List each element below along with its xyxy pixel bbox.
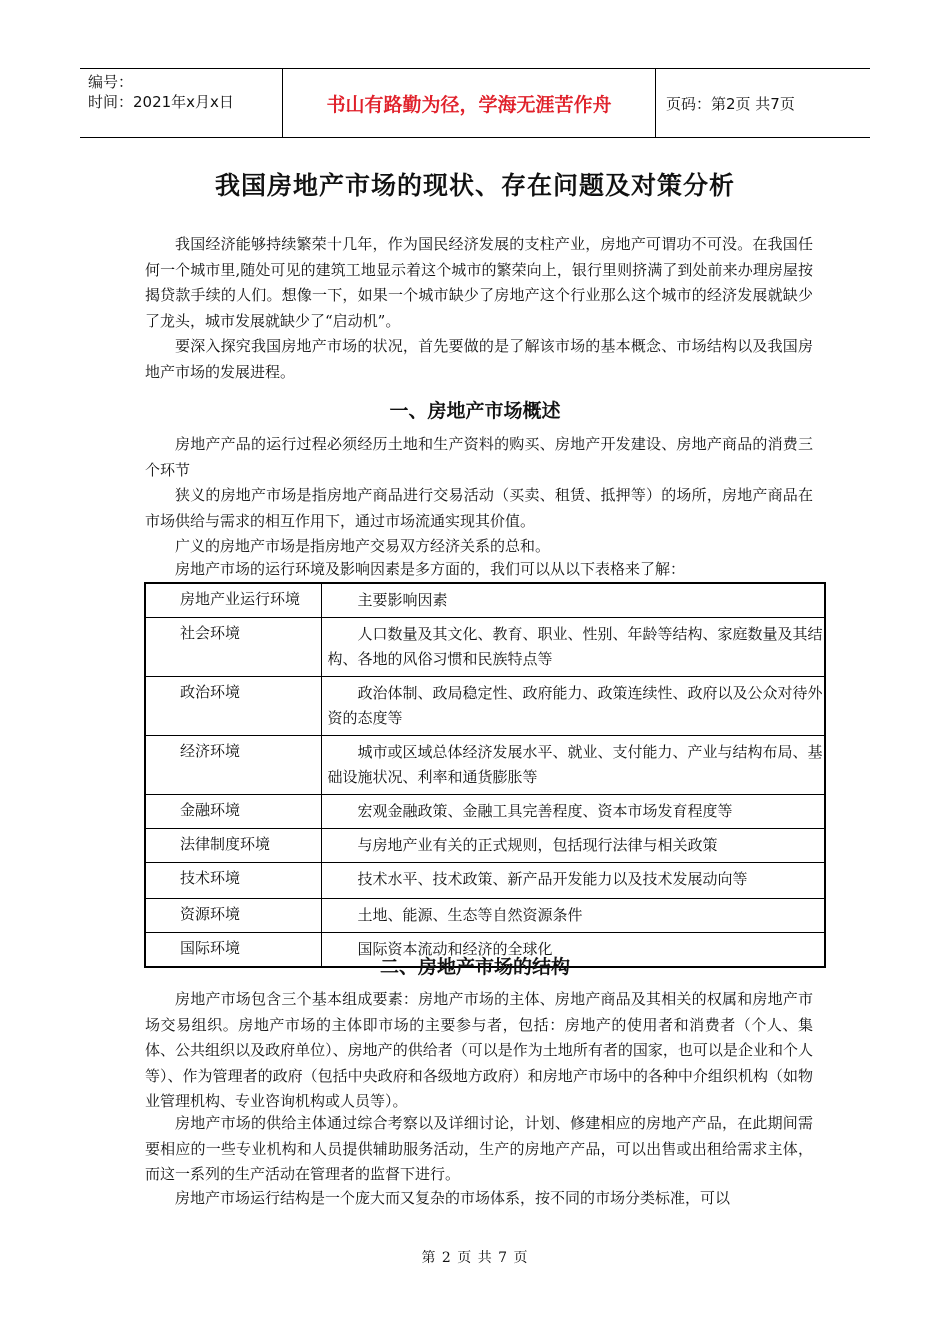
section2-paragraph: 房地产市场的供给主体通过综合考察以及详细讨论，计划、修建相应的房地产产品，在此期间需要相应的一些专业机构和人员提供辅助服务活动，生产的房地产产品，可以出售或出租给需求主体，而这一系列的生产活动在管理者的监督下进行。 <box>145 1114 813 1183</box>
env-cell: 技术环境 <box>145 863 321 899</box>
page-header <box>80 68 870 138</box>
table-row <box>145 899 825 933</box>
section-heading: 一、房地产市场概述 <box>389 400 561 422</box>
table-header-cell: 主要影响因素 <box>321 583 825 618</box>
factors-cell: 宏观金融政策、金融工具完善程度、资本市场发育程度等 <box>321 795 825 829</box>
table-row <box>145 618 825 677</box>
intro-paragraph: 我国经济能够持续繁荣十几年，作为国民经济发展的支柱产业，房地产可谓功不可没。在我国任何一个城市里,随处可见的建筑工地显示着这个城市的繁荣向上，银行里则挤满了到处前来办理房屋按揭贷款手续的人们。想像一下，如果一个城市缺少了房地产这个行业那么这个城市的经济发展就缺少了龙头，城市发展就缺少了“启动机”。 <box>145 235 813 330</box>
env-cell: 金融环境 <box>145 795 321 829</box>
table-header-cell: 房地产业运行环境 <box>145 583 321 618</box>
section1-paragraph: 房地产产品的运行过程必须经历土地和生产资料的购买、房地产开发建设、房地产商品的消费三个环节 <box>145 435 813 479</box>
factors-cell: 与房地产业有关的正式规则，包括现行法律与相关政策 <box>321 829 825 863</box>
header-page-label: 页码：第2页 共7页 <box>666 94 795 113</box>
section-heading: 二、房地产市场的结构 <box>379 956 570 978</box>
table-header-row <box>145 583 825 618</box>
env-cell: 资源环境 <box>145 899 321 933</box>
factors-cell: 人口数量及其文化、教育、职业、性别、年龄等结构、家庭数量及其结构、各地的风俗习惯和民族特点等 <box>321 618 825 677</box>
section1-paragraph: 广义的房地产市场是指房地产交易双方经济关系的总和。 <box>175 537 551 555</box>
section1-paragraph: 狭义的房地产市场是指房地产商品进行交易活动（买卖、租赁、抵押等）的场所，房地产商品在市场供给与需求的相互作用下，通过市场流通实现其价值。 <box>145 486 813 530</box>
env-cell: 法律制度环境 <box>145 829 321 863</box>
table-row <box>145 736 825 795</box>
section1-paragraph: 房地产市场的运行环境及影响因素是多方面的，我们可以从以下表格来了解： <box>175 560 686 578</box>
env-cell: 国际环境 <box>145 933 321 968</box>
intro-paragraph: 要深入探究我国房地产市场的状况，首先要做的是了解该市场的基本概念、市场结构以及我国房地产市场的发展进程。 <box>145 337 813 381</box>
header-motto: 书山有路勤为径，学海无涯苦作舟 <box>283 69 656 137</box>
number-label: 编号： <box>88 73 134 91</box>
table-row <box>145 829 825 863</box>
header-meta <box>80 69 283 137</box>
factors-cell: 政治体制、政局稳定性、政府能力、政策连续性、政府以及公众对待外资的态度等 <box>321 677 825 736</box>
page-title: 我国房地产市场的现状、存在问题及对策分析 <box>214 171 735 200</box>
factors-cell: 城市或区域总体经济发展水平、就业、支付能力、产业与结构布局、基础设施状况、利率和通货膨胀等 <box>321 736 825 795</box>
factors-cell: 土地、能源、生态等自然资源条件 <box>321 899 825 933</box>
section2-paragraph: 房地产市场运行结构是一个庞大而又复杂的市场体系，按不同的市场分类标准，可以 <box>175 1189 731 1207</box>
env-cell: 经济环境 <box>145 736 321 795</box>
table-row <box>145 795 825 829</box>
factors-cell: 国际资本流动和经济的全球化 <box>321 933 825 968</box>
env-cell: 政治环境 <box>145 677 321 736</box>
section2-paragraph: 房地产市场包含三个基本组成要素：房地产市场的主体、房地产商品及其相关的权属和房地产市场交易组织。房地产市场的主体即市场的主要参与者，包括：房地产的使用者和消费者（个人、集体、公共组织以及政府单位）、房地产的供给者（可以是作为土地所有者的国家，也可以是企业和个人等）、作为管理者的政府（包括中央政府和各级地方政府）和房地产市场中的各种中介组织机构（如物业管理机构、专业咨询机构或人员等）。 <box>145 990 813 1110</box>
env-cell: 社会环境 <box>145 618 321 677</box>
page-footer: 第 2 页 共 7 页 <box>421 1250 529 1266</box>
table-row <box>145 863 825 899</box>
factors-cell: 技术水平、技术政策、新产品开发能力以及技术发展动向等 <box>321 863 825 899</box>
table-row <box>145 677 825 736</box>
date-label: 时间：2021年x月x日 <box>88 93 234 111</box>
environment-table <box>144 582 826 968</box>
